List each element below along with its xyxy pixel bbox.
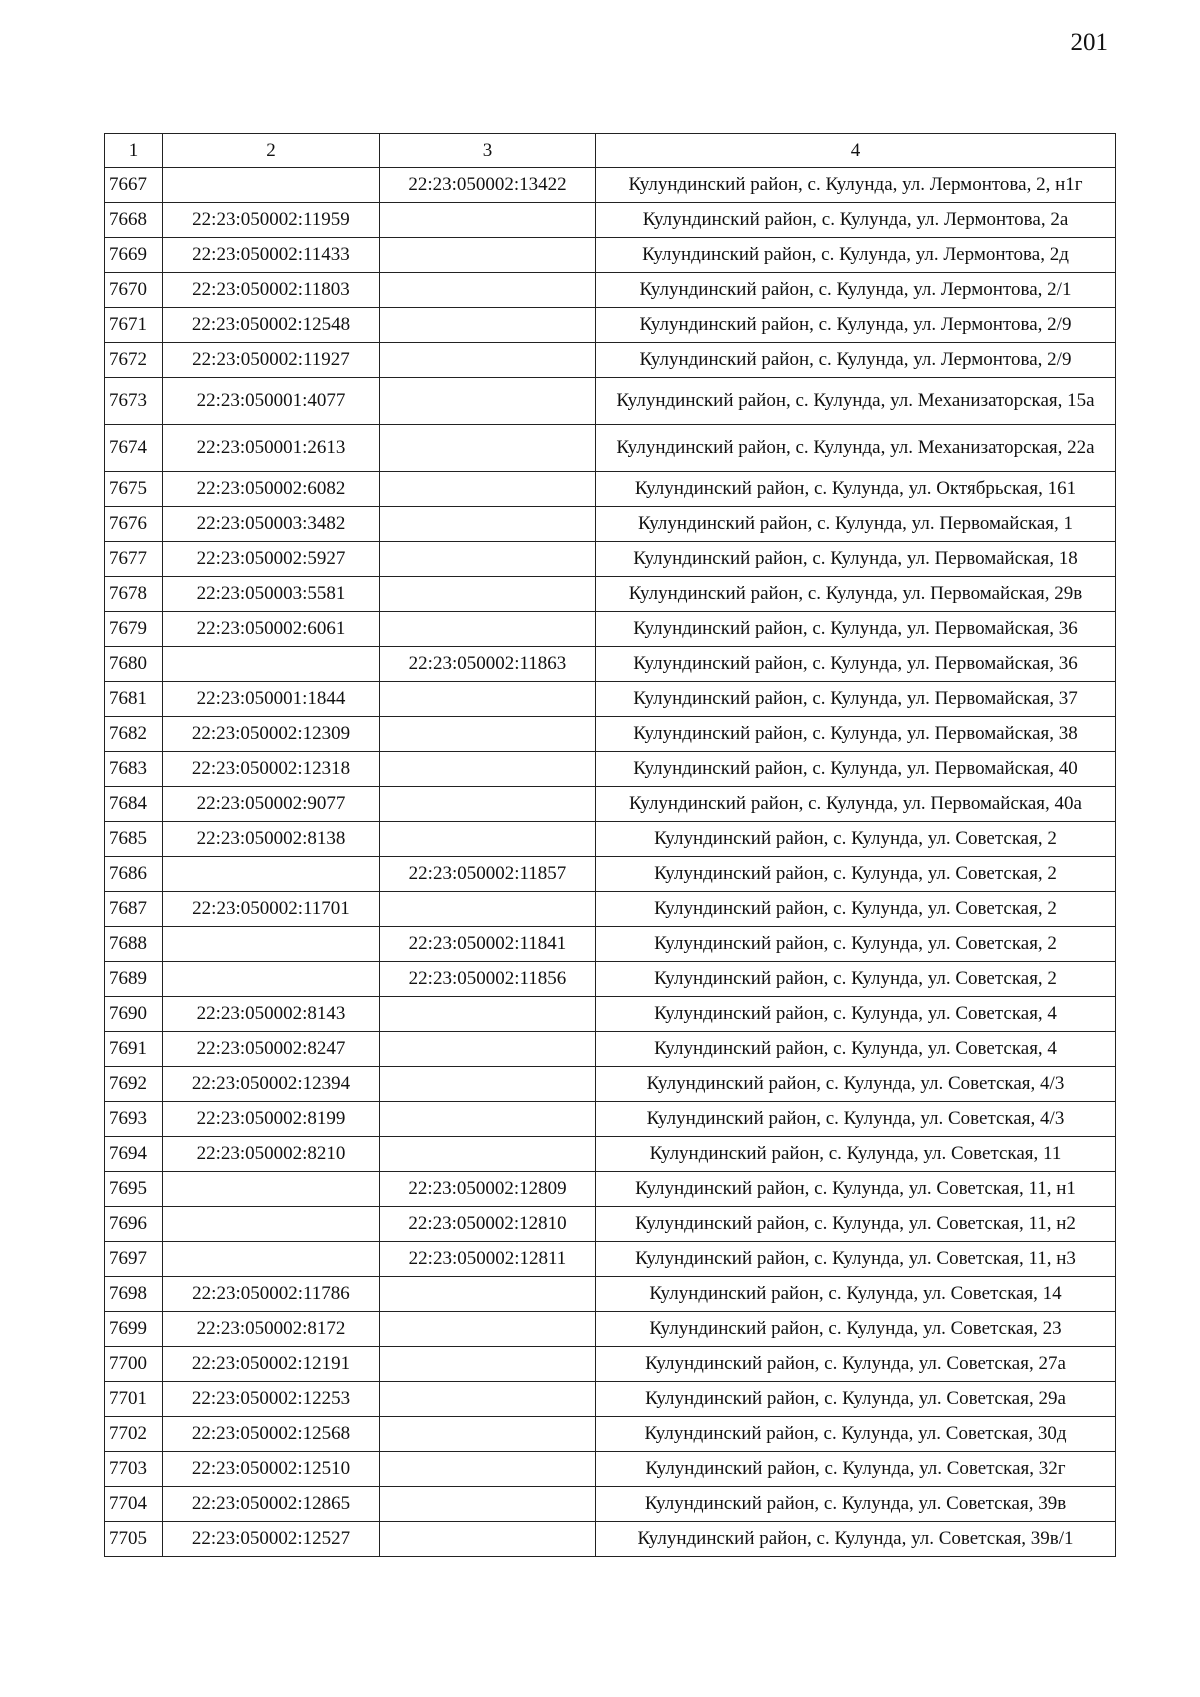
row-number-cell: 7686	[105, 857, 163, 892]
linked-cadastral-number-cell	[380, 997, 596, 1032]
table-row	[105, 1382, 1116, 1417]
row-number-cell: 7701	[105, 1382, 163, 1417]
cadastral-number-cell: 22:23:050002:8138	[163, 822, 380, 857]
linked-cadastral-number-cell	[380, 752, 596, 787]
row-number-cell: 7672	[105, 343, 163, 378]
page-number: 201	[1070, 29, 1108, 56]
address-cell: Кулундинский район, с. Кулунда, ул. Первомайская, 40	[596, 752, 1116, 787]
table-row	[105, 857, 1116, 892]
table-row	[105, 168, 1116, 203]
row-number-cell: 7692	[105, 1067, 163, 1102]
row-number-cell: 7704	[105, 1487, 163, 1522]
cadastral-number-cell: 22:23:050002:8199	[163, 1102, 380, 1137]
row-number-cell: 7674	[105, 425, 163, 472]
linked-cadastral-number-cell: 22:23:050002:12809	[380, 1172, 596, 1207]
address-cell: Кулундинский район, с. Кулунда, ул. Первомайская, 38	[596, 717, 1116, 752]
cadastral-number-cell: 22:23:050002:12510	[163, 1452, 380, 1487]
row-number-cell: 7703	[105, 1452, 163, 1487]
table-row	[105, 1312, 1116, 1347]
linked-cadastral-number-cell: 22:23:050002:13422	[380, 168, 596, 203]
address-cell: Кулундинский район, с. Кулунда, ул. Советская, 2	[596, 892, 1116, 927]
address-cell: Кулундинский район, с. Кулунда, ул. Первомайская, 40а	[596, 787, 1116, 822]
row-number-cell: 7698	[105, 1277, 163, 1312]
cadastral-number-cell	[163, 1172, 380, 1207]
cadastral-number-cell: 22:23:050002:12318	[163, 752, 380, 787]
table-row	[105, 1417, 1116, 1452]
linked-cadastral-number-cell	[380, 577, 596, 612]
row-number-cell: 7687	[105, 892, 163, 927]
table-row	[105, 507, 1116, 542]
cadastral-number-cell: 22:23:050003:3482	[163, 507, 380, 542]
table-row	[105, 577, 1116, 612]
row-number-cell: 7685	[105, 822, 163, 857]
table-row	[105, 717, 1116, 752]
row-number-cell: 7667	[105, 168, 163, 203]
address-cell: Кулундинский район, с. Кулунда, ул. Советская, 11	[596, 1137, 1116, 1172]
linked-cadastral-number-cell	[380, 308, 596, 343]
row-number-cell: 7683	[105, 752, 163, 787]
linked-cadastral-number-cell	[380, 343, 596, 378]
table-row	[105, 927, 1116, 962]
row-number-cell: 7670	[105, 273, 163, 308]
linked-cadastral-number-cell	[380, 717, 596, 752]
linked-cadastral-number-cell	[380, 822, 596, 857]
cadastral-number-cell: 22:23:050002:12191	[163, 1347, 380, 1382]
address-cell: Кулундинский район, с. Кулунда, ул. Советская, 11, н3	[596, 1242, 1116, 1277]
table-row	[105, 542, 1116, 577]
table-row	[105, 997, 1116, 1032]
row-number-cell: 7678	[105, 577, 163, 612]
table-row	[105, 343, 1116, 378]
table-row	[105, 273, 1116, 308]
address-cell: Кулундинский район, с. Кулунда, ул. Лермонтова, 2а	[596, 203, 1116, 238]
column-header-1: 1	[105, 134, 163, 168]
address-cell: Кулундинский район, с. Кулунда, ул. Первомайская, 37	[596, 682, 1116, 717]
address-cell: Кулундинский район, с. Кулунда, ул. Советская, 2	[596, 962, 1116, 997]
linked-cadastral-number-cell	[380, 238, 596, 273]
linked-cadastral-number-cell	[380, 425, 596, 472]
cadastral-number-cell: 22:23:050001:2613	[163, 425, 380, 472]
row-number-cell: 7676	[105, 507, 163, 542]
address-cell: Кулундинский район, с. Кулунда, ул. Механизаторская, 22а	[596, 425, 1116, 472]
address-cell: Кулундинский район, с. Кулунда, ул. Советская, 2	[596, 927, 1116, 962]
cadastral-number-cell: 22:23:050002:8247	[163, 1032, 380, 1067]
address-cell: Кулундинский район, с. Кулунда, ул. Первомайская, 36	[596, 612, 1116, 647]
cadastral-number-cell: 22:23:050002:6061	[163, 612, 380, 647]
address-cell: Кулундинский район, с. Кулунда, ул. Лермонтова, 2д	[596, 238, 1116, 273]
table-row	[105, 787, 1116, 822]
row-number-cell: 7680	[105, 647, 163, 682]
cadastral-number-cell	[163, 1207, 380, 1242]
linked-cadastral-number-cell	[380, 1137, 596, 1172]
row-number-cell: 7691	[105, 1032, 163, 1067]
cadastral-number-cell: 22:23:050002:12394	[163, 1067, 380, 1102]
address-cell: Кулундинский район, с. Кулунда, ул. Советская, 30д	[596, 1417, 1116, 1452]
row-number-cell: 7695	[105, 1172, 163, 1207]
address-cell: Кулундинский район, с. Кулунда, ул. Первомайская, 29в	[596, 577, 1116, 612]
address-cell: Кулундинский район, с. Кулунда, ул. Советская, 39в	[596, 1487, 1116, 1522]
table-row	[105, 1137, 1116, 1172]
row-number-cell: 7675	[105, 472, 163, 507]
table-row	[105, 425, 1116, 472]
address-cell: Кулундинский район, с. Кулунда, ул. Советская, 11, н2	[596, 1207, 1116, 1242]
address-cell: Кулундинский район, с. Кулунда, ул. Советская, 11, н1	[596, 1172, 1116, 1207]
cadastral-number-cell: 22:23:050002:5927	[163, 542, 380, 577]
linked-cadastral-number-cell	[380, 1032, 596, 1067]
linked-cadastral-number-cell	[380, 1067, 596, 1102]
table-row	[105, 1277, 1116, 1312]
row-number-cell: 7671	[105, 308, 163, 343]
address-cell: Кулундинский район, с. Кулунда, ул. Советская, 14	[596, 1277, 1116, 1312]
cadastral-number-cell: 22:23:050002:11433	[163, 238, 380, 273]
row-number-cell: 7700	[105, 1347, 163, 1382]
row-number-cell: 7673	[105, 378, 163, 425]
table-row	[105, 238, 1116, 273]
table-row	[105, 1207, 1116, 1242]
address-cell: Кулундинский район, с. Кулунда, ул. Советская, 4/3	[596, 1102, 1116, 1137]
address-cell: Кулундинский район, с. Кулунда, ул. Механизаторская, 15а	[596, 378, 1116, 425]
registry-table	[104, 133, 1116, 1557]
column-header-4: 4	[596, 134, 1116, 168]
row-number-cell: 7705	[105, 1522, 163, 1557]
address-cell: Кулундинский район, с. Кулунда, ул. Первомайская, 36	[596, 647, 1116, 682]
linked-cadastral-number-cell	[380, 542, 596, 577]
linked-cadastral-number-cell	[380, 273, 596, 308]
linked-cadastral-number-cell	[380, 1277, 596, 1312]
table-row	[105, 647, 1116, 682]
linked-cadastral-number-cell	[380, 787, 596, 822]
row-number-cell: 7702	[105, 1417, 163, 1452]
linked-cadastral-number-cell	[380, 1522, 596, 1557]
row-number-cell: 7694	[105, 1137, 163, 1172]
cadastral-number-cell: 22:23:050002:12568	[163, 1417, 380, 1452]
cadastral-number-cell: 22:23:050001:4077	[163, 378, 380, 425]
table-row	[105, 1172, 1116, 1207]
address-cell: Кулундинский район, с. Кулунда, ул. Первомайская, 1	[596, 507, 1116, 542]
cadastral-number-cell	[163, 168, 380, 203]
cadastral-number-cell: 22:23:050002:8143	[163, 997, 380, 1032]
table-row	[105, 822, 1116, 857]
table-row	[105, 1032, 1116, 1067]
address-cell: Кулундинский район, с. Кулунда, ул. Советская, 2	[596, 822, 1116, 857]
linked-cadastral-number-cell	[380, 1312, 596, 1347]
column-header-3: 3	[380, 134, 596, 168]
cadastral-number-cell: 22:23:050002:6082	[163, 472, 380, 507]
row-number-cell: 7679	[105, 612, 163, 647]
address-cell: Кулундинский район, с. Кулунда, ул. Советская, 27а	[596, 1347, 1116, 1382]
cadastral-number-cell: 22:23:050002:9077	[163, 787, 380, 822]
table-row	[105, 203, 1116, 238]
address-cell: Кулундинский район, с. Кулунда, ул. Лермонтова, 2, н1г	[596, 168, 1116, 203]
linked-cadastral-number-cell	[380, 1452, 596, 1487]
cadastral-number-cell: 22:23:050002:8210	[163, 1137, 380, 1172]
table-row	[105, 1067, 1116, 1102]
table-row	[105, 1522, 1116, 1557]
linked-cadastral-number-cell	[380, 507, 596, 542]
address-cell: Кулундинский район, с. Кулунда, ул. Советская, 32г	[596, 1452, 1116, 1487]
cadastral-number-cell: 22:23:050002:11786	[163, 1277, 380, 1312]
address-cell: Кулундинский район, с. Кулунда, ул. Советская, 2	[596, 857, 1116, 892]
table-row	[105, 892, 1116, 927]
linked-cadastral-number-cell: 22:23:050002:12811	[380, 1242, 596, 1277]
table-row	[105, 1242, 1116, 1277]
table-row	[105, 378, 1116, 425]
cadastral-number-cell	[163, 647, 380, 682]
table-row	[105, 682, 1116, 717]
address-cell: Кулундинский район, с. Кулунда, ул. Лермонтова, 2/1	[596, 273, 1116, 308]
cadastral-number-cell: 22:23:050003:5581	[163, 577, 380, 612]
row-number-cell: 7684	[105, 787, 163, 822]
cadastral-number-cell: 22:23:050001:1844	[163, 682, 380, 717]
linked-cadastral-number-cell	[380, 612, 596, 647]
linked-cadastral-number-cell	[380, 1487, 596, 1522]
cadastral-number-cell	[163, 927, 380, 962]
address-cell: Кулундинский район, с. Кулунда, ул. Октябрьская, 161	[596, 472, 1116, 507]
linked-cadastral-number-cell: 22:23:050002:11841	[380, 927, 596, 962]
address-cell: Кулундинский район, с. Кулунда, ул. Советская, 39в/1	[596, 1522, 1116, 1557]
table-row	[105, 962, 1116, 997]
address-cell: Кулундинский район, с. Кулунда, ул. Первомайская, 18	[596, 542, 1116, 577]
table-row	[105, 472, 1116, 507]
column-header-2: 2	[163, 134, 380, 168]
linked-cadastral-number-cell: 22:23:050002:11856	[380, 962, 596, 997]
linked-cadastral-number-cell	[380, 1102, 596, 1137]
cadastral-number-cell: 22:23:050002:8172	[163, 1312, 380, 1347]
linked-cadastral-number-cell	[380, 682, 596, 717]
cadastral-number-cell: 22:23:050002:11959	[163, 203, 380, 238]
address-cell: Кулундинский район, с. Кулунда, ул. Советская, 4/3	[596, 1067, 1116, 1102]
cadastral-number-cell	[163, 857, 380, 892]
cadastral-number-cell: 22:23:050002:12865	[163, 1487, 380, 1522]
address-cell: Кулундинский район, с. Кулунда, ул. Советская, 23	[596, 1312, 1116, 1347]
cadastral-number-cell: 22:23:050002:11701	[163, 892, 380, 927]
table-row	[105, 1452, 1116, 1487]
cadastral-number-cell: 22:23:050002:12548	[163, 308, 380, 343]
table-header-row	[105, 134, 1116, 168]
table-row	[105, 1102, 1116, 1137]
linked-cadastral-number-cell	[380, 1347, 596, 1382]
row-number-cell: 7696	[105, 1207, 163, 1242]
linked-cadastral-number-cell	[380, 378, 596, 425]
row-number-cell: 7690	[105, 997, 163, 1032]
row-number-cell: 7682	[105, 717, 163, 752]
address-cell: Кулундинский район, с. Кулунда, ул. Лермонтова, 2/9	[596, 308, 1116, 343]
linked-cadastral-number-cell	[380, 892, 596, 927]
cadastral-number-cell: 22:23:050002:11803	[163, 273, 380, 308]
linked-cadastral-number-cell	[380, 472, 596, 507]
row-number-cell: 7697	[105, 1242, 163, 1277]
row-number-cell: 7669	[105, 238, 163, 273]
linked-cadastral-number-cell	[380, 1382, 596, 1417]
address-cell: Кулундинский район, с. Кулунда, ул. Советская, 4	[596, 1032, 1116, 1067]
row-number-cell: 7688	[105, 927, 163, 962]
cadastral-number-cell: 22:23:050002:11927	[163, 343, 380, 378]
row-number-cell: 7689	[105, 962, 163, 997]
table-body	[105, 168, 1116, 1557]
row-number-cell: 7668	[105, 203, 163, 238]
address-cell: Кулундинский район, с. Кулунда, ул. Советская, 29а	[596, 1382, 1116, 1417]
table-row	[105, 752, 1116, 787]
table-row	[105, 308, 1116, 343]
linked-cadastral-number-cell	[380, 203, 596, 238]
address-cell: Кулундинский район, с. Кулунда, ул. Советская, 4	[596, 997, 1116, 1032]
cadastral-number-cell	[163, 1242, 380, 1277]
linked-cadastral-number-cell: 22:23:050002:11857	[380, 857, 596, 892]
cadastral-number-cell: 22:23:050002:12253	[163, 1382, 380, 1417]
cadastral-number-cell: 22:23:050002:12527	[163, 1522, 380, 1557]
cadastral-number-cell	[163, 962, 380, 997]
linked-cadastral-number-cell	[380, 1417, 596, 1452]
row-number-cell: 7681	[105, 682, 163, 717]
table-row	[105, 1347, 1116, 1382]
row-number-cell: 7693	[105, 1102, 163, 1137]
linked-cadastral-number-cell: 22:23:050002:12810	[380, 1207, 596, 1242]
linked-cadastral-number-cell: 22:23:050002:11863	[380, 647, 596, 682]
row-number-cell: 7699	[105, 1312, 163, 1347]
address-cell: Кулундинский район, с. Кулунда, ул. Лермонтова, 2/9	[596, 343, 1116, 378]
row-number-cell: 7677	[105, 542, 163, 577]
table-row	[105, 612, 1116, 647]
table-row	[105, 1487, 1116, 1522]
cadastral-number-cell: 22:23:050002:12309	[163, 717, 380, 752]
